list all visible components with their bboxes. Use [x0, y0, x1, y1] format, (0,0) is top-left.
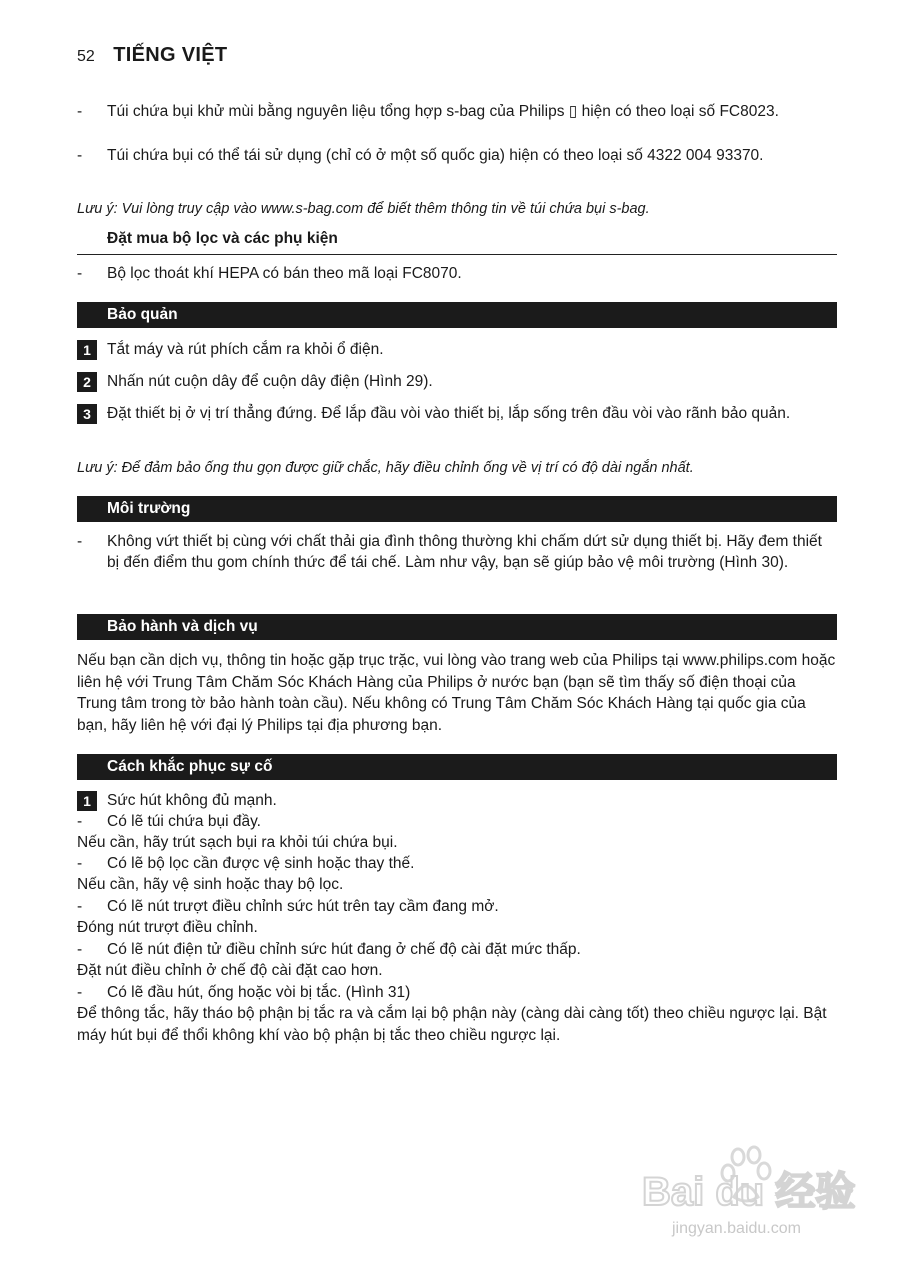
order-heading-text: Đặt mua bộ lọc và các phụ kiện — [107, 230, 338, 247]
step-text: Sức hút không đủ mạnh. — [107, 792, 277, 809]
environment-heading-bar — [77, 496, 837, 522]
solution-line — [77, 917, 837, 938]
problem-line — [77, 896, 837, 917]
storage-step-2 — [77, 371, 837, 393]
line-text: Có lẽ bộ lọc cần được vệ sinh hoặc thay thế. — [107, 855, 415, 872]
problem-line — [77, 853, 837, 874]
storage-step-1 — [77, 339, 837, 361]
bullet-text: Túi chứa bụi khử mùi bằng nguyên liệu tổng hợp s-bag của Philips ▯ hiện có theo loại số FC8023. — [107, 103, 779, 120]
bullet-text: Không vứt thiết bị cùng với chất thải gia đình thông thường khi chấm dứt sử dụng thiết bị. Hãy đem thiết bị đến điểm thu gom chính thức để tái chế. Làm như vậy, bạn sẽ giúp bảo vệ môi trường (Hình 30). — [107, 533, 822, 571]
line-text: Nếu cần, hãy trút sạch bụi ra khỏi túi chứa bụi. — [77, 834, 398, 851]
order-section-heading — [77, 230, 837, 255]
bullet-dash: - — [77, 533, 83, 550]
bullet-dash: - — [77, 147, 83, 164]
troubleshooting-heading: Cách khắc phục sự cố — [107, 758, 273, 775]
environment-heading: Môi trường — [107, 500, 191, 517]
line-text: Có lẽ nút trượt điều chỉnh sức hút trên tay cầm đang mở. — [107, 898, 499, 915]
line-text: Đóng nút trượt điều chỉnh. — [77, 919, 258, 936]
watermark-brand: Bai du 经验 — [642, 1170, 856, 1214]
troubleshooting-step-1 — [77, 790, 837, 812]
line-text: Có lẽ túi chứa bụi đầy. — [107, 813, 261, 830]
troubleshooting-final: Để thông tắc, hãy tháo bộ phận bị tắc ra và cắm lại bộ phận này (càng dài càng tốt) theo chiều ngược lại. Bật máy hút bụi để thổi không khí vào bộ phận bị tắc theo chiều ngược lại. — [77, 1005, 827, 1044]
warranty-paragraph: Nếu bạn cần dịch vụ, thông tin hoặc gặp trục trặc, vui lòng vào trang web của Philips tại www.philips.com hoặc liên hệ với Trung Tâm Chăm Sóc Khách Hàng của Philips ở nước bạn (bạn sẽ tìm thấy số điện thoại của Trung tâm trong tờ bảo hành toàn cầu). Nếu không có Trung Tâm Chăm Sóc Khách Hàng tại quốc gia của bạn, hãy liên hệ với đại lý Philips tại địa phương bạn. — [77, 652, 836, 734]
bullet-dash: - — [77, 898, 83, 915]
troubleshooting-heading-bar — [77, 754, 837, 780]
problem-line — [77, 939, 837, 960]
step-number: 1 — [77, 791, 97, 811]
step-text: Đặt thiết bị ở vị trí thẳng đứng. Để lắp đầu vòi vào thiết bị, lắp sống trên đầu vòi vào rãnh bảo quản. — [107, 405, 791, 422]
bullet-dash: - — [77, 265, 83, 282]
step-text: Tắt máy và rút phích cắm ra khỏi ổ điện. — [107, 341, 384, 358]
page-header — [77, 44, 227, 67]
storage-note: Lưu ý: Để đảm bảo ống thu gọn được giữ chắc, hãy điều chỉnh ống về vị trí có độ dài ngắn nhất. — [77, 460, 694, 476]
bullet-text: Bộ lọc thoát khí HEPA có bán theo mã loại FC8070. — [107, 265, 462, 282]
bag-bullet-2 — [77, 145, 837, 166]
watermark-url: jingyan.baidu.com — [672, 1220, 801, 1237]
language-title: TIẾNG VIỆT — [113, 44, 228, 66]
storage-heading-bar — [77, 302, 837, 328]
order-bullet — [77, 263, 837, 284]
bullet-text: Túi chứa bụi có thể tái sử dụng (chỉ có ở một số quốc gia) hiện có theo loại số 4322 004 93370. — [107, 147, 764, 164]
baidu-watermark — [640, 1145, 860, 1245]
line-text: Nếu cần, hãy vệ sinh hoặc thay bộ lọc. — [77, 876, 344, 893]
bullet-dash: - — [77, 103, 83, 120]
solution-line — [77, 960, 837, 981]
page-number: 52 — [77, 48, 95, 65]
bullet-dash: - — [77, 941, 83, 958]
line-text: Có lẽ đầu hút, ống hoặc vòi bị tắc. (Hình 31) — [107, 984, 411, 1001]
problem-line — [77, 982, 837, 1003]
storage-heading: Bảo quản — [107, 306, 178, 323]
bullet-dash: - — [77, 855, 83, 872]
problem-line — [77, 811, 837, 832]
note-sbag: Lưu ý: Vui lòng truy cập vào www.s-bag.com để biết thêm thông tin về túi chứa bụi s-bag. — [77, 201, 650, 217]
solution-line — [77, 874, 837, 895]
step-text: Nhấn nút cuộn dây để cuộn dây điện (Hình 29). — [107, 373, 433, 390]
warranty-heading-bar — [77, 614, 837, 640]
storage-step-3 — [77, 403, 837, 425]
step-number: 1 — [77, 340, 97, 360]
warranty-heading: Bảo hành và dịch vụ — [107, 618, 258, 635]
solution-line — [77, 832, 837, 853]
bullet-dash: - — [77, 984, 83, 1001]
line-text: Có lẽ nút điện tử điều chỉnh sức hút đang ở chế độ cài đặt mức thấp. — [107, 941, 581, 958]
step-number: 2 — [77, 372, 97, 392]
environment-bullet — [77, 531, 837, 573]
bullet-dash: - — [77, 813, 83, 830]
line-text: Đặt nút điều chỉnh ở chế độ cài đặt cao hơn. — [77, 962, 383, 979]
step-number: 3 — [77, 404, 97, 424]
bag-bullet-1 — [77, 101, 837, 122]
